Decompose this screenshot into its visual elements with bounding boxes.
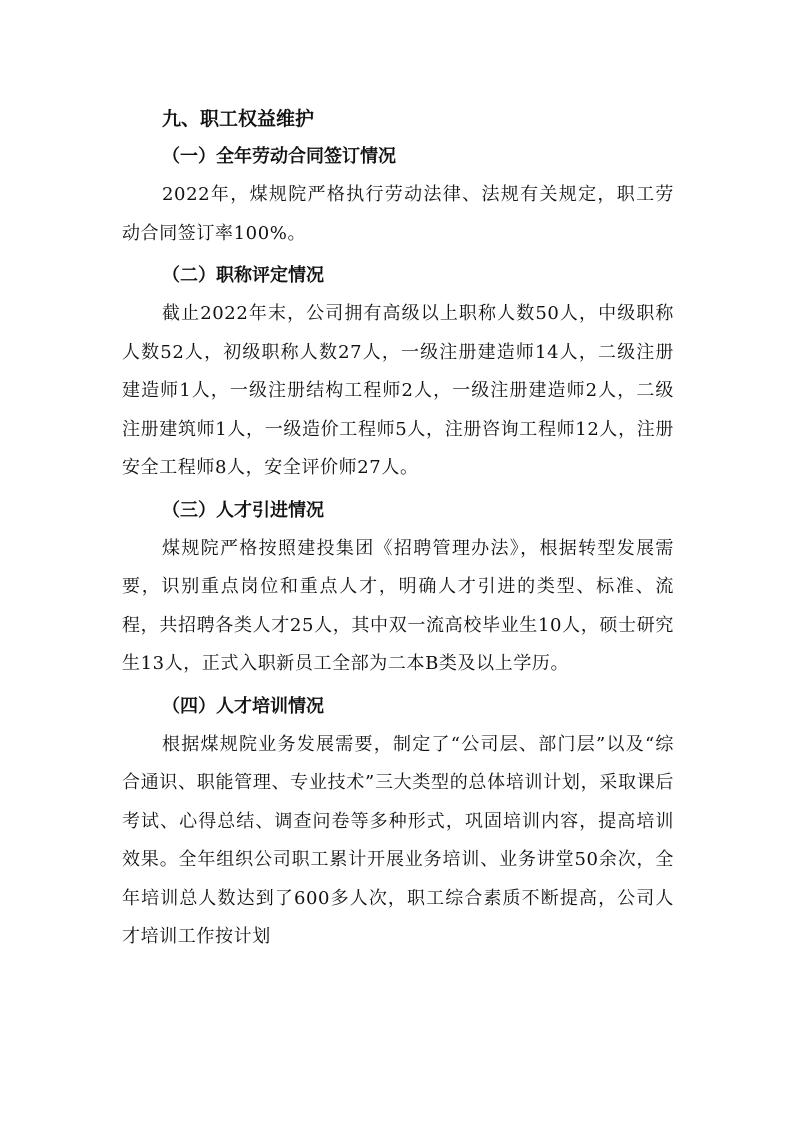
paragraph-contracts: 2022年，煤规院严格执行劳动法律、法规有关规定，职工劳动合同签订率100%。 <box>122 184 674 244</box>
section-title: 九、职工权益维护 <box>162 108 315 130</box>
subsection-heading-titles: （二）职称评定情况 <box>162 265 324 286</box>
subsection-heading-recruitment: （三）人才引进情况 <box>162 499 324 521</box>
paragraph-recruitment: 煤规院严格按照建投集团《招聘管理办法》，根据转型发展需要，识别重点岗位和重点人才，明确人才引进的类型、标准、流程，共招聘各类人才25人，其中双一流高校毕业生10人，硕士研究生13人，正式入职新员工全部为二本B类及以上学历。 <box>122 537 674 674</box>
paragraph-titles: 截止2022年末，公司拥有高级以上职称人数50人，中级职称人数52人，初级职称人数27人，一级注册建造师14人，二级注册建造师1人，一级注册结构工程师2人，一级注册建造师2人，二级注册建筑师1人，一级造价工程师5人，注册咨询工程师12人，注册安全工程师8人，安全评价师27人。 <box>122 303 674 478</box>
subsection-heading-training: （四）人才培训情况 <box>162 695 324 717</box>
paragraph-training: 根据煤规院业务发展需要，制定了“公司层、部门层”以及“综合通识、职能管理、专业技术”三大类型的总体培训计划，采取课后考试、心得总结、调查问卷等多种形式，巩固培训内容，提高培训效果。全年组织公司职工累计开展业务培训、业务讲堂50余次，全年培训总人数达到了600多人次，职工综合素质不断提高，公司人才培训工作按计划 <box>122 733 674 947</box>
subsection-heading-contracts: （一）全年劳动合同签订情况 <box>162 146 396 167</box>
document-page <box>122 100 674 957</box>
